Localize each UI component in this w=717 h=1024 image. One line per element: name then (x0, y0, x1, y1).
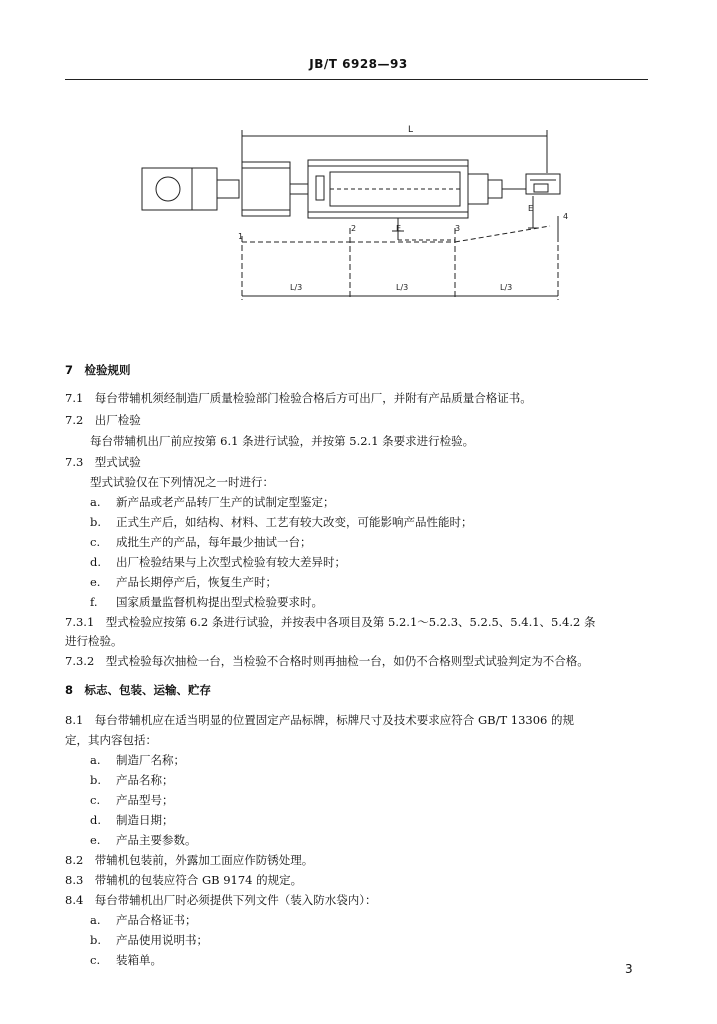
svg-text:E: E (396, 224, 402, 233)
marker-3: 3 (455, 224, 461, 233)
document-header-title: JB/T 6928—93 (309, 57, 408, 71)
marker-4: 4 (563, 212, 569, 221)
svg-text:L/3: L/3 (396, 283, 409, 292)
clause-7-2-title: 7.2 出厂检验 (65, 413, 141, 427)
clause-8-1-cont: 定，其内容包括： (65, 733, 157, 747)
list-item: c. 成批生产的产品，每年最少抽试一台； (90, 535, 312, 549)
list-item: e. 产品主要参数。 (90, 833, 197, 847)
list-item: f. 国家质量监督机构提出型式检验要求时。 (90, 595, 323, 609)
clause-7-1: 7.1 每台带辅机须经制造厂质量检验部门检验合格后方可出厂，并附有产品质量合格证书。 (65, 391, 532, 405)
label-L: L (408, 125, 414, 135)
clause-7-3-title: 7.3 型式试验 (65, 455, 141, 469)
list-item: b. 正式生产后，如结构、材料、工艺有较大改变，可能影响产品性能时； (90, 515, 473, 529)
marker-2: 2 (351, 224, 357, 233)
clause-8-1: 8.1 每台带辅机应在适当明显的位置固定产品标牌，标牌尺寸及技术要求应符合 GB/T 13306 的规 (65, 713, 575, 727)
page-number: 3 (625, 962, 633, 976)
clause-7-3-intro: 型式试验仅在下列情况之一时进行： (90, 475, 274, 489)
list-item: d. 出厂检验结果与上次型式检验有较大差异时； (90, 555, 346, 569)
header-divider (65, 79, 648, 80)
list-item: b. 产品使用说明书； (90, 933, 208, 947)
list-item: c. 装箱单。 (90, 953, 162, 967)
list-item: a. 制造厂名称； (90, 753, 185, 767)
clause-7-3-2: 7.3.2 型式检验每次抽检一台，当检验不合格时则再抽检一台，如仍不合格则型式试验判定为不合格。 (65, 654, 589, 668)
clause-7-3-1-cont: 进行检验。 (65, 634, 123, 648)
motor-housing (242, 162, 290, 216)
svg-text:L/3: L/3 (500, 283, 513, 292)
list-item: b. 产品名称； (90, 773, 174, 787)
svg-text:L/3: L/3 (290, 283, 303, 292)
clause-8-2: 8.2 带辅机包装前，外露加工面应作防锈处理。 (65, 853, 314, 867)
list-item: c. 产品型号； (90, 793, 174, 807)
list-item: d. 制造日期； (90, 813, 174, 827)
section-7-heading: 7 检验规则 (65, 363, 131, 377)
section-8-heading: 8 标志、包装、运输、贮存 (65, 683, 212, 697)
list-item: a. 产品合格证书； (90, 913, 197, 927)
clause-8-3: 8.3 带辅机的包装应符合 GB 9174 的规定。 (65, 873, 303, 887)
clause-7-3-1: 7.3.1 型式检验应按第 6.2 条进行试验，并按表中各项目及第 5.2.1～5.2.3、5.2.5、5.4.1、5.4.2 条 (65, 615, 596, 629)
clause-8-4: 8.4 每台带辅机出厂时必须提供下列文件（装入防水袋内）： (65, 893, 377, 907)
technical-drawing (130, 118, 580, 308)
clause-7-2-body: 每台带辅机出厂前应按第 6.1 条进行试验，并按第 5.2.1 条要求进行检验。 (90, 434, 475, 448)
list-item: a. 新产品或老产品转厂生产的试制定型鉴定； (90, 495, 335, 509)
svg-text:E: E (528, 204, 534, 213)
marker-1: 1 (238, 232, 244, 241)
list-item: e. 产品长期停产后，恢复生产时； (90, 575, 277, 589)
pin-hole (156, 177, 180, 201)
